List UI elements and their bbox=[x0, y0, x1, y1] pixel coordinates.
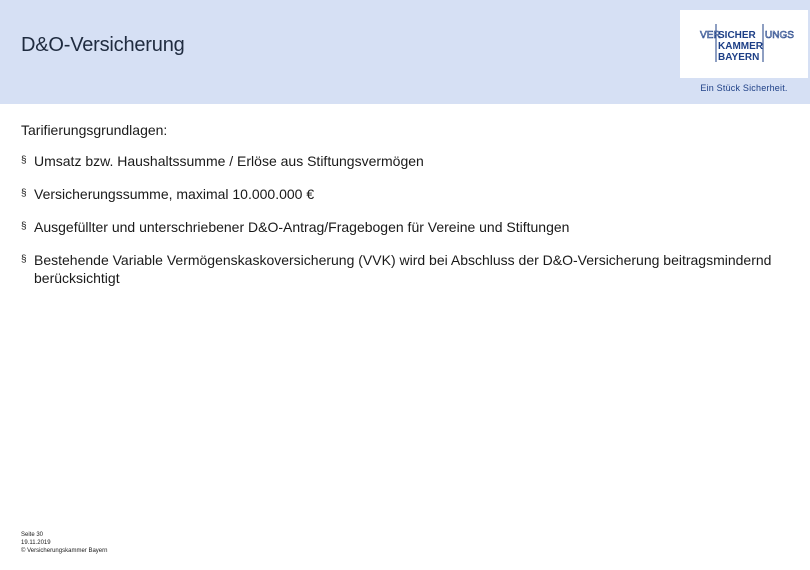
list-item bbox=[21, 218, 781, 236]
list-item-text: Versicherungssumme, maximal 10.000.000 € bbox=[34, 186, 315, 202]
list-item bbox=[21, 152, 781, 170]
list-item bbox=[21, 251, 781, 287]
footer bbox=[21, 531, 107, 555]
list-item-text: Ausgefüllter und unterschriebener D&O-Antrag/Fragebogen für Vereine und Stiftungen bbox=[34, 219, 570, 235]
page-title: D&O-Versicherung bbox=[21, 34, 185, 56]
bullet-marker: § bbox=[21, 155, 27, 166]
footer-page-number: Seite 30 bbox=[21, 532, 44, 538]
logo-graphic bbox=[680, 10, 808, 78]
logo-text-bayern: BAYERN bbox=[718, 52, 760, 63]
bullet-marker: § bbox=[21, 254, 27, 265]
footer-copyright: © Versicherungskammer Bayern bbox=[21, 548, 108, 554]
logo-text-sicher: SICHER bbox=[718, 30, 756, 41]
section-heading: Tarifierungsgrundlagen: bbox=[21, 122, 168, 138]
company-logo bbox=[680, 10, 808, 78]
list-item bbox=[21, 185, 781, 203]
logo-text-ungs: UNGS bbox=[765, 30, 794, 41]
logo-tagline: Ein Stück Sicherheit. bbox=[700, 83, 788, 93]
list-item-text: Umsatz bzw. Haushaltssumme / Erlöse aus Stiftungsvermögen bbox=[34, 153, 424, 169]
bullet-marker: § bbox=[21, 221, 27, 232]
bullet-marker: § bbox=[21, 188, 27, 199]
main-content bbox=[21, 122, 791, 138]
bullet-list bbox=[21, 152, 781, 302]
logo-text-kammer: KAMMER bbox=[718, 41, 763, 52]
list-item-text: Bestehende Variable Vermögenskaskoversicherung (VVK) wird bei Abschluss der D&O-Versicherung beitragsmindernd berücksichtigt bbox=[34, 252, 772, 286]
footer-date: 19.11.2019 bbox=[21, 540, 51, 546]
logo-text-ver: VER bbox=[700, 30, 721, 41]
